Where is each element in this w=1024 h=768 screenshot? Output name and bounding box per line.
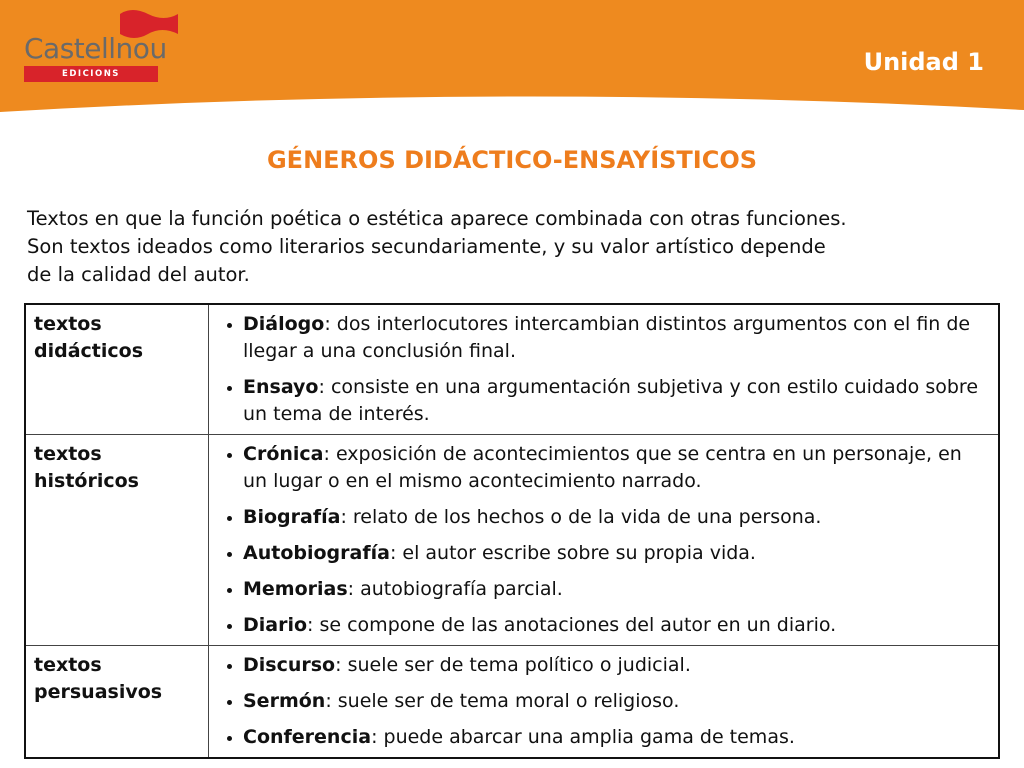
genre-description: : dos interlocutores intercambian distintos argumentos con el fin de llegar a una conclusión final. [243, 313, 971, 362]
category-label: textos [34, 443, 102, 465]
genre-description: : el autor escribe sobre su propia vida. [389, 542, 756, 564]
table-row [25, 646, 999, 759]
genre-description: : suele ser de tema político o judicial. [335, 654, 691, 676]
genre-description: : exposición de acontecimientos que se centra en un personaje, en un lugar o en el mismo acontecimiento narrado. [243, 443, 962, 492]
genre-list [217, 652, 990, 751]
unit-label: Unidad 1 [863, 48, 984, 76]
list-item [233, 724, 990, 751]
category-label: persuasivos [34, 681, 163, 703]
items-cell [209, 646, 1000, 759]
category-label: textos [34, 654, 102, 676]
category-cell [25, 646, 209, 759]
genre-term: Biografía [243, 506, 341, 528]
list-item [233, 311, 990, 365]
table-row [25, 435, 999, 646]
list-item [233, 441, 990, 495]
intro-line: Son textos ideados como literarios secundariamente, y su valor artístico depende [27, 235, 826, 258]
list-item [233, 374, 990, 428]
genre-description: : consiste en una argumentación subjetiva y con estilo cuidado sobre un tema de interés. [243, 376, 979, 425]
page-title: GÉNEROS DIDÁCTICO-ENSAYÍSTICOS [266, 146, 758, 174]
logo-name: Castellnou [24, 32, 167, 65]
list-item [233, 576, 990, 603]
intro-line: Textos en que la función poética o estética aparece combinada con otras funciones. [27, 207, 847, 230]
genre-description: : suele ser de tema moral o religioso. [325, 690, 680, 712]
genre-term: Ensayo [243, 376, 319, 398]
logo-subtitle: EDICIONS [24, 66, 158, 82]
genre-term: Autobiografía [243, 542, 390, 564]
list-item [233, 688, 990, 715]
category-label: históricos [34, 470, 139, 492]
genre-term: Diálogo [243, 313, 325, 335]
category-cell [25, 304, 209, 435]
genre-description: : autobiografía parcial. [347, 578, 563, 600]
genre-description: : se compone de las anotaciones del autor en un diario. [307, 614, 837, 636]
genre-description: : puede abarcar una amplia gama de temas. [371, 726, 795, 748]
category-label: textos [34, 313, 102, 335]
list-item [233, 540, 990, 567]
publisher-logo [22, 8, 167, 80]
genre-term: Memorias [243, 578, 348, 600]
items-cell [209, 435, 1000, 646]
list-item [233, 612, 990, 639]
genre-list [217, 311, 990, 428]
genre-term: Discurso [243, 654, 336, 676]
genre-term: Sermón [243, 690, 326, 712]
genre-term: Conferencia [243, 726, 372, 748]
table-row [25, 304, 999, 435]
list-item [233, 504, 990, 531]
category-label: didácticos [34, 340, 144, 362]
intro-line: de la calidad del autor. [27, 263, 250, 286]
genres-table [24, 303, 1000, 759]
category-cell [25, 435, 209, 646]
list-item [233, 652, 990, 679]
genre-description: : relato de los hechos o de la vida de una persona. [340, 506, 822, 528]
genre-list [217, 441, 990, 639]
genre-term: Crónica [243, 443, 324, 465]
intro-text [27, 205, 1002, 289]
genre-term: Diario [243, 614, 308, 636]
items-cell [209, 304, 1000, 435]
